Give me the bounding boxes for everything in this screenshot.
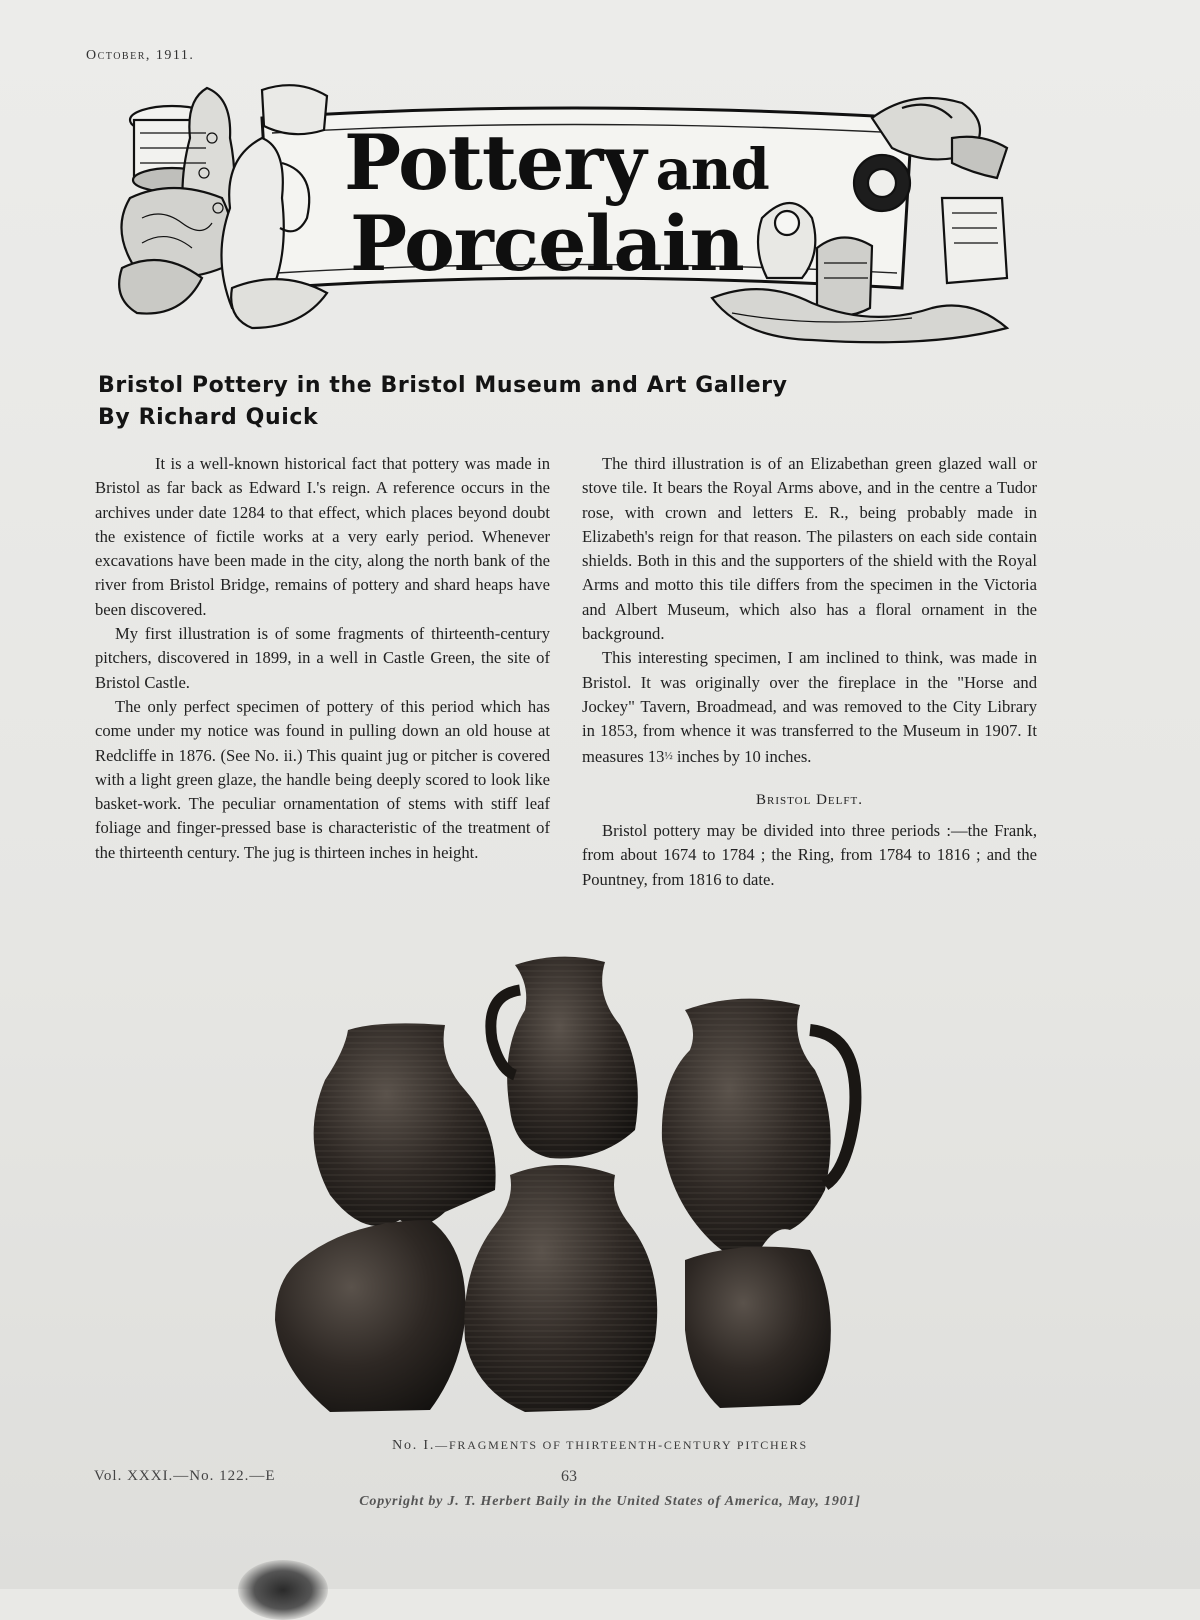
banner-title-porcelain: Porcelain (350, 199, 744, 288)
banner-title (344, 118, 864, 288)
left-column (95, 452, 550, 865)
paragraph-6: Bristol pottery may be divided into three periods :—the Frank, from about 1674 to 1784 ; the Ring, from 1784 to 1816 ; and the Pountney, from 1816 to date. (582, 821, 1037, 889)
figure-caption-number: No. I. (392, 1438, 436, 1453)
banner-title-pottery: Pottery (344, 118, 646, 207)
pitcher-left-base (275, 1220, 466, 1412)
article-byline: By Richard Quick (98, 405, 319, 430)
article-title-block (98, 370, 998, 434)
paragraph-5-tail: inches by 10 inches. (672, 746, 812, 766)
pitcher-fragments-image (270, 950, 870, 1430)
paragraph-5 (582, 646, 1037, 768)
copyright-notice: Copyright by J. T. Herbert Baily in the United States of America, May, 1901] (359, 1494, 861, 1509)
article-title: Bristol Pottery in the Bristol Museum and Art Gallery (98, 373, 788, 398)
pitcher-fragments-photo (270, 950, 870, 1430)
paragraph-2: My first illustration is of some fragments of thirteenth-century pitchers, discovered in 1899, in a well in Castle Green, the site of Bristol Castle. (95, 624, 550, 692)
figure-caption (0, 1438, 1200, 1454)
banner-title-and: and (655, 137, 769, 203)
pitcher-right-base (685, 1247, 831, 1408)
figure-caption-text: —FRAGMENTS OF THIRTEENTH-CENTURY PITCHERS (435, 1438, 808, 1452)
paragraph-4: The third illustration is of an Elizabethan green glazed wall or stove tile. It bears the Royal Arms above, and in the centre a Tudor rose, with crown and letters E. R., being probably made in Elizabeth's reign for that reason. The pilasters on each side contain shields. Both in this and the supporters of the shield with the Royal Arms and motto this tile differs from the specimen in the Victoria and Albert Museum, which also has a floral ornament in the background. (582, 454, 1037, 644)
fraction-half: ½ (664, 749, 673, 762)
right-column (582, 452, 1037, 892)
section-banner (112, 78, 1017, 348)
subheading-bristol-delft: Bristol Delft. (756, 791, 863, 808)
scan-thumb-shadow (238, 1560, 328, 1620)
volume-number: Vol. XXXI.—No. 122.—E (94, 1468, 276, 1484)
paragraph-3: The only perfect specimen of pottery of this period which has come under my notice was found in pulling down an old house at Redcliffe in 1876. (See No. ii.) This quaint jug or pitcher is covered with a light green glaze, the handle being deeply scored to look like basket-work. The peculiar ornamentation of stems with stiff leaf foliage and finger-pressed base is characteristic of the treatment of the thirteenth century. The jug is thirteen inches in height. (95, 696, 550, 862)
page-number: 63 (561, 1468, 577, 1485)
paragraph-1: It is a well-known historical fact that pottery was made in Bristol as far back as Edward I.'s reign. A reference occurs in the archives under date 1284 to that effect, which places beyond doubt the existence of fictile works at a very early period. Whenever excavations have been made in the city, along the north bank of the river from Bristol Bridge, remains of pottery and shard heaps have been discovered. (95, 454, 550, 619)
running-head-date: October, 1911. (86, 48, 195, 63)
paragraph-5-text: This interesting specimen, I am inclined to think, was made in Bristol. It was originally over the fireplace in the "Horse and Jockey" Tavern, Broadmead, and was removed to the City Library in 1853, from whence it was transferred to the Museum in 1907. It measures 13 (582, 648, 1037, 766)
